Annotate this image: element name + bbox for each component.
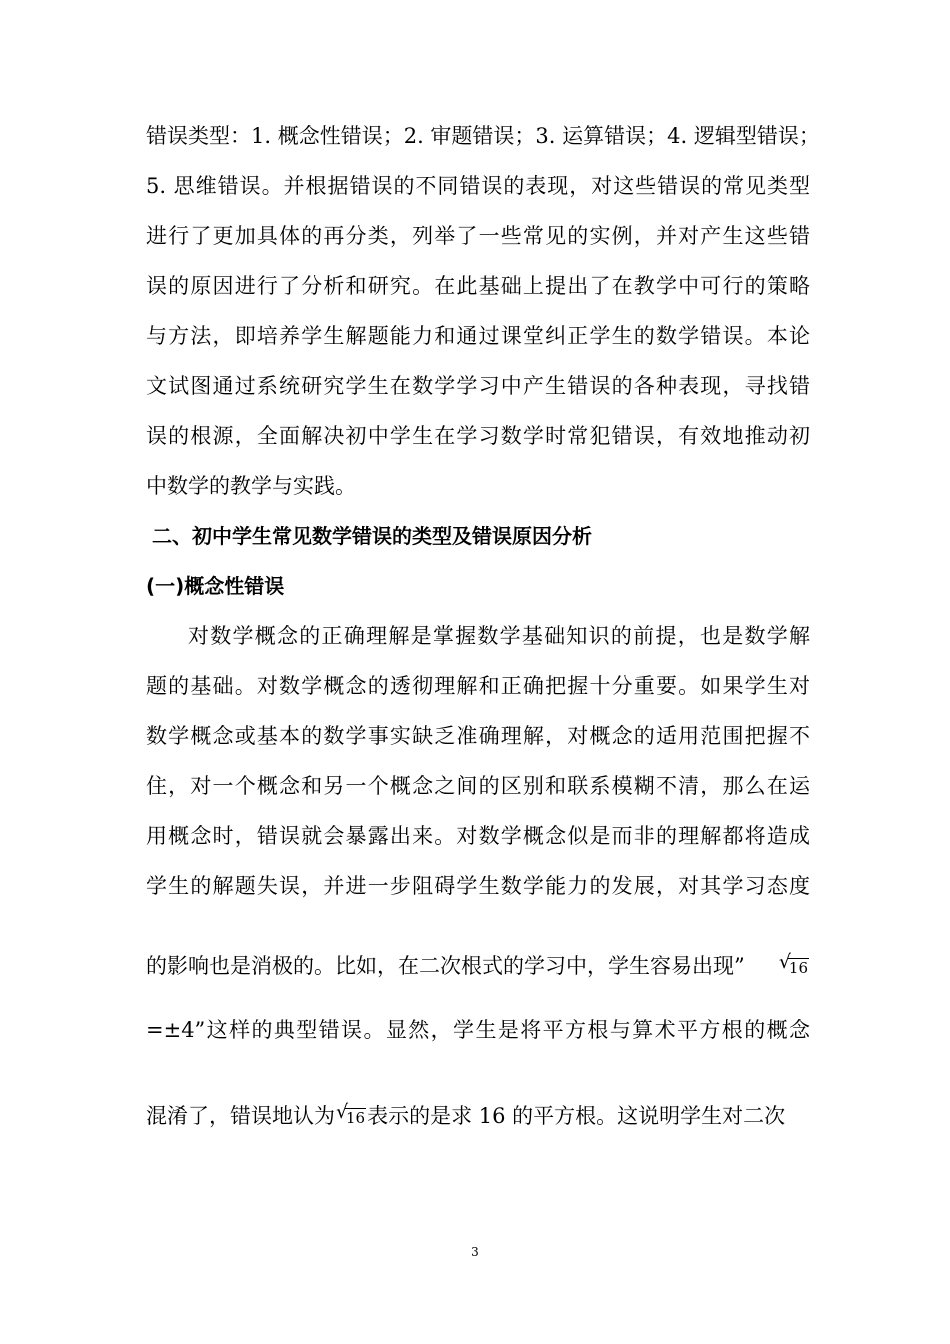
body-text-line: 文试图通过系统研究学生在数学学习中产生错误的各种表现，寻找错 (146, 374, 810, 398)
square-root-expression (336, 1101, 366, 1132)
body-text-line: 题的基础。对数学概念的透彻理解和正确把握十分重要。如果学生对 (146, 674, 810, 698)
radicand: 16 (788, 959, 808, 977)
radicand: 16 (346, 1109, 366, 1127)
body-text-line: 对数学概念的正确理解是掌握数学基础知识的前提，也是数学解 (188, 624, 810, 648)
line-text: 的影响也是消极的。比如，在二次根式的学习中，学生容易出现” (146, 954, 745, 978)
radical-sign: √ (336, 1101, 349, 1123)
body-text-line: 学生的解题失误，并进一步阻碍学生数学能力的发展，对其学习态度 (146, 874, 810, 898)
radical-sign: √ (778, 951, 792, 973)
body-text-line: 用概念时，错误就会暴露出来。对数学概念似是而非的理解都将造成 (146, 824, 810, 848)
body-text-line: =±4”这样的典型错误。显然，学生是将平方根与算术平方根的概念 (146, 1018, 810, 1042)
square-root-expression (778, 951, 809, 982)
page-number: 3 (471, 1245, 479, 1259)
body-text-line: 数学概念或基本的数学事实缺乏准确理解，对概念的适用范围把握不 (146, 724, 810, 748)
body-text-line: 误的原因进行了分析和研究。在此基础上提出了在教学中可行的策略 (146, 274, 810, 298)
body-text-line: 住，对一个概念和另一个概念之间的区别和联系模糊不清，那么在运 (146, 774, 810, 798)
body-text-line-with-sqrt (146, 952, 810, 982)
body-text-line: 与方法，即培养学生解题能力和通过课堂纠正学生的数学错误。本论 (146, 324, 810, 348)
body-text-line: 误的根源，全面解决初中学生在学习数学时常犯错误，有效地推动初 (146, 424, 810, 448)
subsection-heading: (一)概念性错误 (146, 574, 285, 598)
section-heading: 二、初中学生常见数学错误的类型及错误原因分析 (152, 524, 592, 548)
body-text-line: 中数学的教学与实践。 (146, 474, 356, 498)
line-text: 表示的是求 16 的平方根。这说明学生对二次 (367, 1104, 786, 1128)
body-text-line: 5. 思维错误。并根据错误的不同错误的表现，对这些错误的常见类型 (146, 174, 810, 198)
line-text: 混淆了，错误地认为 (146, 1104, 335, 1128)
body-text-line: 错误类型：1. 概念性错误；2. 审题错误；3. 运算错误；4. 逻辑型错误； (146, 124, 820, 148)
body-text-line: 进行了更加具体的再分类，列举了一些常见的实例，并对产生这些错 (146, 224, 810, 248)
body-text-line-with-sqrt (146, 1102, 810, 1132)
